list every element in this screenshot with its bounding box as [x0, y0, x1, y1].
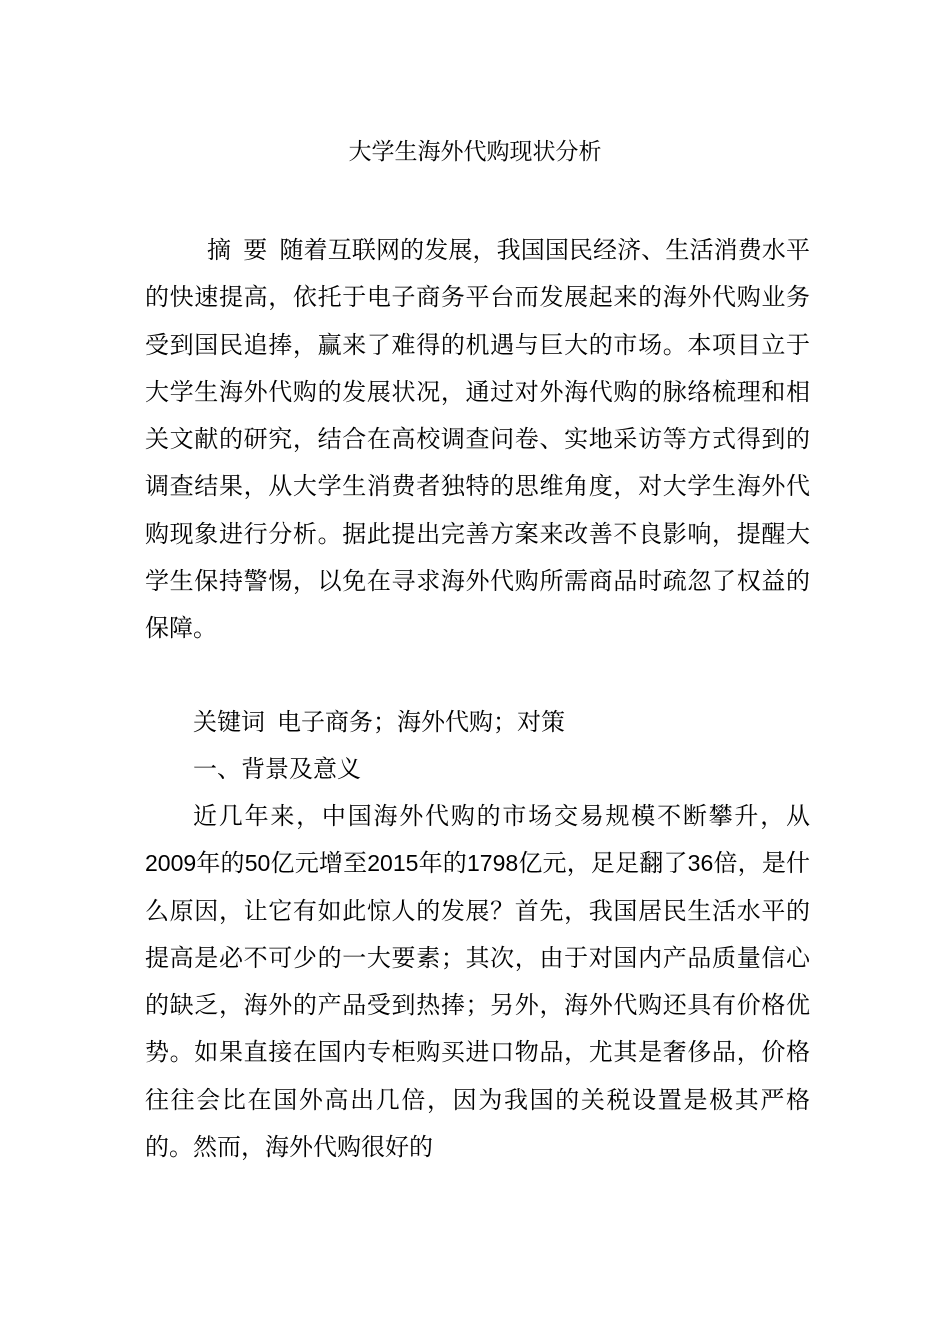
para-part-1: 近几年来，中国海外代购的市场交易规模不断攀升，从 [193, 802, 810, 830]
section-heading-background: 一、背景及意义 [193, 755, 361, 783]
para-part-3: 亿元增至 [270, 849, 368, 878]
para-part-5: 亿元，足足翻了 [518, 849, 688, 878]
para-amount-2: 1798 [467, 850, 519, 877]
para-year-1: 2009 [145, 850, 197, 877]
para-amount-1: 50 [244, 850, 271, 877]
abstract-label-char-1: 摘 [207, 236, 232, 264]
abstract-text: 随着互联网的发展，我国国民经济、生活消费水平的快速提高，依托于电子商务平台而发展起来的海外代购业务受到国民追捧，赢来了难得的机遇与巨大的市场。本项目立于大学生海外代购的发展状况，通过对外海代购的脉络梳理和相关文献的研究，结合在高校调查问卷、实地采访等方式得到的调查结果，从大学生消费者独特的思维角度，对大学生海外代购现象进行分析。据此提出完善方案来改善不良影响，提醒大学生保持警惕，以免在寻求海外代购所需商品时疏忽了权益的保障。 [145, 236, 811, 643]
keywords-line [145, 699, 810, 746]
section-paragraph [145, 793, 810, 1171]
para-part-2: 年的 [196, 849, 245, 878]
keywords-label: 关键词 [193, 708, 265, 736]
document-title: 大学生海外代购现状分析 [348, 139, 602, 165]
para-multiple: 36 [687, 850, 714, 877]
para-part-6: 倍，是什么原因，让它有如此惊人的发展？首先，我国居民生活水平的提高是必不可少的一大要素；其次，由于对国内产品质量信心的缺乏，海外的产品受到热捧；另外，海外代购还具有价格优势。如果直接在国内专柜购买进口物品，尤其是奢侈品，价格往往会比在国外高出几倍，因为我国的关税设置是极其严格的。然而，海外代购很好的 [145, 849, 811, 1162]
para-part-4: 年的 [418, 849, 467, 878]
keywords-text: 电子商务；海外代购；对策 [277, 708, 565, 736]
abstract-paragraph [145, 227, 810, 653]
abstract-label-char-2: 要 [243, 236, 268, 264]
para-year-2: 2015 [367, 850, 419, 877]
